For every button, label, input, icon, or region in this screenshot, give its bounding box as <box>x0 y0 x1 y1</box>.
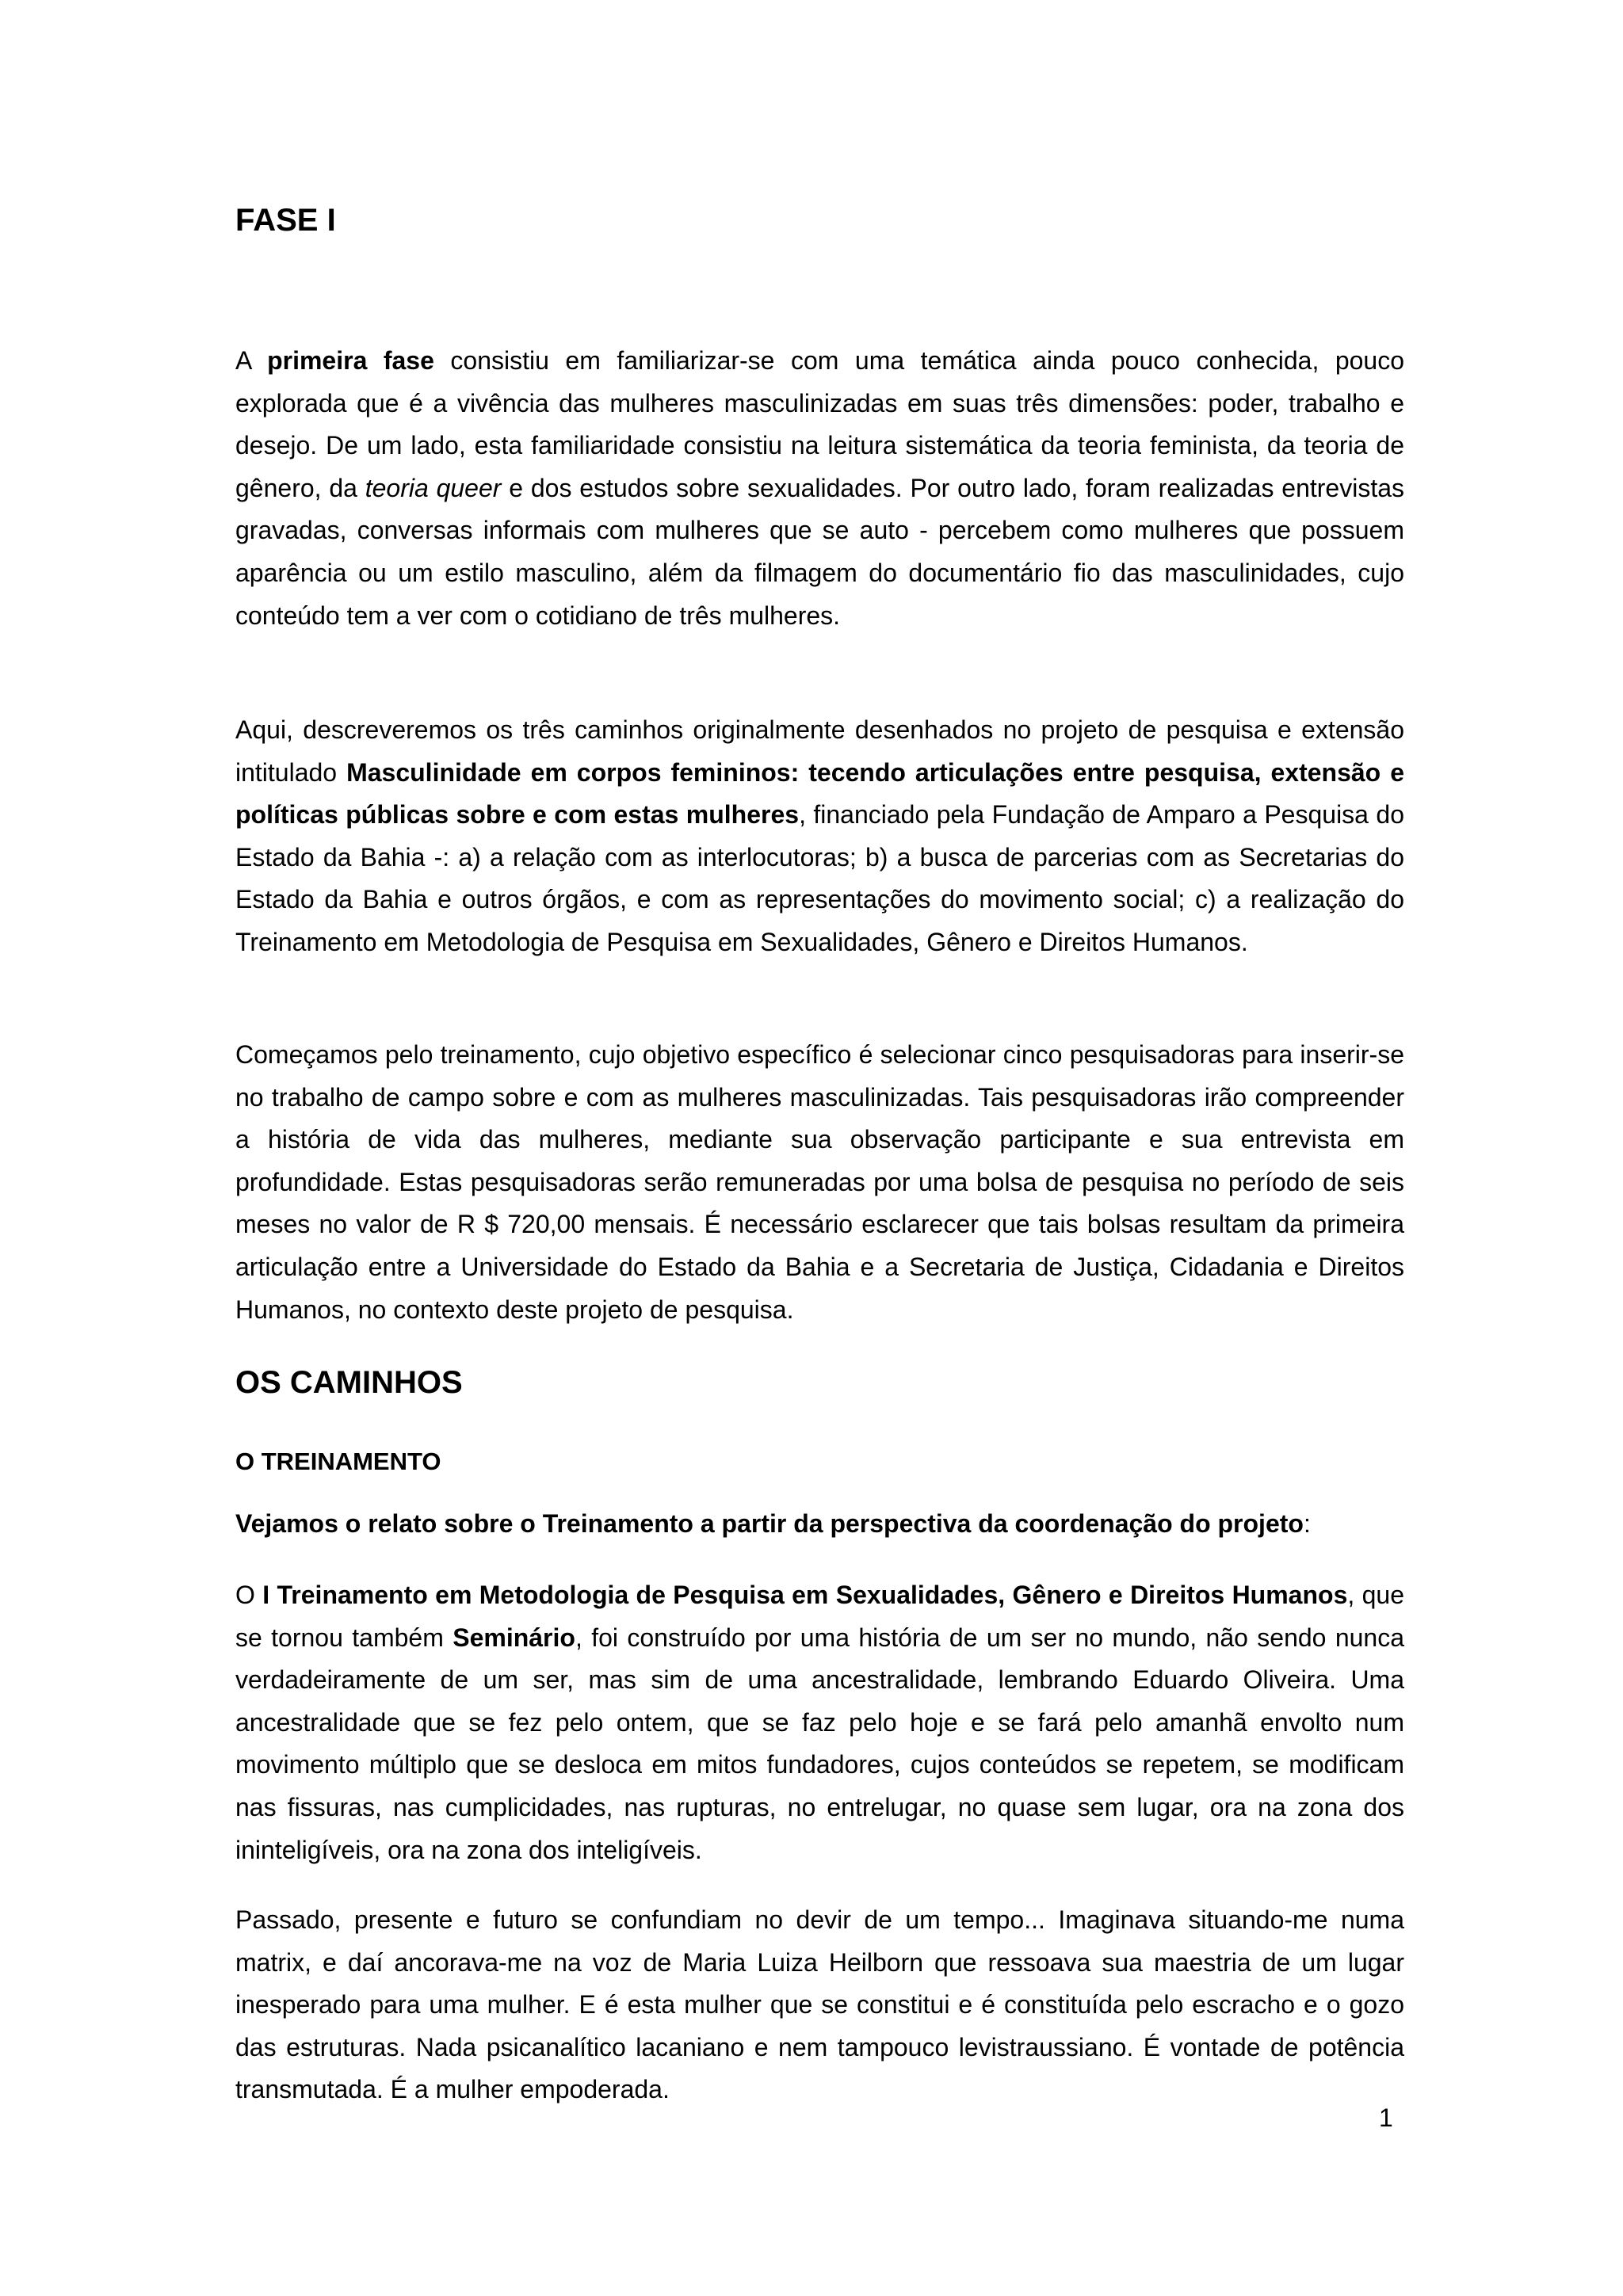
paragraph-primeira-fase <box>235 340 1404 637</box>
bold-run: primeira fase <box>267 346 434 375</box>
text-run: , financiado pela Fundação de Amparo a Pesquisa do Estado da Bahia -: a) a relação com as interlocutoras; b) a busca de parcerias com as Secretarias do Estado da Bahia e outros órgãos, e com as representações do movimento social; c) a realização do Treinamento em Metodologia de Pesquisa em Sexualidades, Gênero e Direitos Humanos. <box>235 800 1405 956</box>
text-run: , foi construído por uma história de um ser no mundo, não sendo nunca verdadeiramente de um ser, mas sim de uma ancestralidade, lembrando Eduardo Oliveira. Uma ancestralidade que se fez pelo ontem, que se faz pelo hoje e se fará pelo amanhã envolto num movimento múltiplo que se desloca em mitos fundadores, cujos conteúdos se repetem, se modificam nas fissuras, nas cumplicidades, nas rupturas, no entrelugar, no quase sem lugar, ora na zona dos ininteligíveis, ora na zona dos inteligíveis. <box>235 1623 1405 1864</box>
page-number: 1 <box>1379 2103 1393 2132</box>
italic-run: teoria queer <box>365 473 502 502</box>
paragraph-passado-presente: Passado, presente e futuro se confundiam no devir de um tempo... Imaginava situando-me numa matrix, e daí ancorava-me na voz de Maria Luiza Heilborn que ressoava sua maestria de um lugar inesperado para uma mulher. E é esta mulher que se constitui e é constituída pelo escracho e o gozo das estruturas. Nada psicanalítico lacaniano e nem tampouco levistraussiano. É vontade de potência transmutada. É a mulher empoderada. <box>235 1905 1404 2104</box>
heading-os-caminhos: OS CAMINHOS <box>235 1365 463 1400</box>
paragraph-treinamento: Começamos pelo treinamento, cujo objetivo específico é selecionar cinco pesquisadoras para inserir-se no trabalho de campo sobre e com as mulheres masculinizadas. Tais pesquisadoras irão compreender a história de vida das mulheres, mediante sua observação participante e sua entrevista em profundidade. Estas pesquisadoras serão remuneradas por uma bolsa de pesquisa no período de seis meses no valor de R $ 720,00 mensais. É necessário esclarecer que tais bolsas resultam da primeira articulação entre a Universidade do Estado da Bahia e a Secretaria de Justiça, Cidadania e Direitos Humanos, no contexto deste projeto de pesquisa. <box>235 1040 1404 1324</box>
bold-run: I Treinamento em Metodologia de Pesquisa em Sexualidades, Gênero e Direitos Humanos <box>262 1581 1348 1609</box>
text-run: : <box>1303 1509 1311 1538</box>
text-run: Aqui, descreveremos os três caminhos originalmente desenhados no projeto de pesquisa e extensão intitulado <box>235 715 1404 787</box>
text-run: , que se tornou também <box>235 1581 1405 1652</box>
paragraph-vejamos <box>235 1503 1404 1546</box>
bold-run: Seminário <box>453 1623 575 1652</box>
text-run: A <box>235 346 268 375</box>
bold-run: Vejamos o relato sobre o Treinamento a partir da perspectiva da coordenação do projeto <box>235 1509 1304 1538</box>
heading-fase-i: FASE I <box>235 203 336 238</box>
text-run: consistiu em familiarizar-se com uma temática ainda pouco conhecida, pouco explorada que é a vivência das mulheres masculinizadas em suas três dimensões: poder, trabalho e desejo. De um lado, esta familiaridade consistiu na leitura sistemática da teoria feminista, da teoria de gênero, da <box>235 346 1405 502</box>
text-run: O <box>235 1581 263 1609</box>
paragraph-caminhos-projeto <box>235 709 1404 964</box>
paragraph-seminario <box>235 1574 1404 1871</box>
text-run: e dos estudos sobre sexualidades. Por outro lado, foram realizadas entrevistas gravadas, conversas informais com mulheres que se auto - percebem como mulheres que possuem aparência ou um estilo masculino, além da filmagem do documentário fio das masculinidades, cujo conteúdo tem a ver com o cotidiano de três mulheres. <box>235 473 1405 630</box>
heading-o-treinamento: O TREINAMENTO <box>235 1447 441 1475</box>
bold-run: Masculinidade em corpos femininos: tecendo articulações entre pesquisa, extensão e políticas públicas sobre e com estas mulheres <box>235 757 1404 830</box>
